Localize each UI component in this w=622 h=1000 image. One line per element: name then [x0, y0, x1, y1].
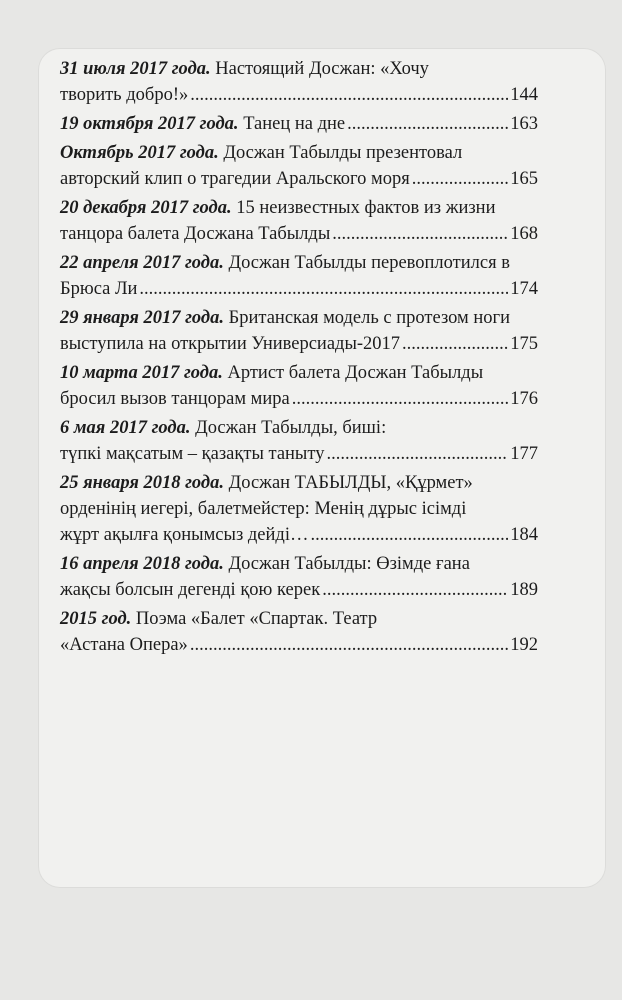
- toc-entry-title: 15 неизвестных фактов из жизни: [236, 198, 496, 218]
- toc-entry-title: түпкі мақсатым – қазақты таныту: [60, 444, 325, 464]
- toc-entry-line: [60, 305, 538, 331]
- toc-entry-title: Досжан ТАБЫЛДЫ, «Құрмет»: [228, 473, 473, 493]
- toc-entry-line: [60, 415, 538, 441]
- toc-entry-title: жұрт ақылға қонымсыз дейді…: [60, 525, 309, 545]
- table-of-contents: [60, 56, 538, 661]
- toc-entry-last-line: [60, 441, 538, 467]
- toc-entry-date: 29 января 2017 года.: [60, 308, 224, 328]
- dot-leader: [322, 577, 508, 603]
- toc-page-number: 163: [510, 114, 538, 134]
- dot-leader: [412, 166, 508, 192]
- toc-entry-text: [60, 363, 483, 383]
- dot-leader: [347, 111, 508, 137]
- toc-entry-title: творить добро!»: [60, 85, 189, 105]
- toc-entry: [60, 470, 538, 548]
- toc-entry-text: [60, 418, 386, 438]
- toc-entry-title: Досжан Табылды: Өзімде ғана: [228, 554, 470, 574]
- toc-entry-line: [60, 140, 538, 166]
- toc-page-number: 175: [510, 334, 538, 354]
- toc-entry-text: [60, 577, 320, 603]
- toc-entry: [60, 551, 538, 603]
- toc-entry-last-line: [60, 577, 538, 603]
- toc-page-number: 176: [510, 389, 538, 409]
- toc-entry-title: Досжан Табылды, биші:: [195, 418, 387, 438]
- toc-entry-title: Поэма «Балет «Спартак. Театр: [135, 609, 378, 629]
- toc-entry-title: танцора балета Досжана Табылды: [60, 224, 331, 244]
- toc-entry-date: 2015 год.: [60, 609, 132, 629]
- toc-entry-text: [60, 143, 462, 163]
- toc-entry-text: [60, 198, 495, 218]
- toc-entry-text: [60, 111, 345, 137]
- toc-entry-title: жақсы болсын дегенді қою керек: [60, 580, 321, 600]
- toc-entry-title: Досжан Табылды перевоплотился в: [228, 253, 510, 273]
- toc-entry-line: [60, 195, 538, 221]
- toc-entry-date: Октябрь 2017 года.: [60, 143, 219, 163]
- toc-entry: [60, 195, 538, 247]
- toc-entry-text: [60, 499, 466, 519]
- toc-page-number: 192: [510, 635, 538, 655]
- toc-entry-text: [60, 82, 188, 108]
- toc-entry-text: [60, 331, 400, 357]
- toc-entry-text: [60, 308, 510, 328]
- toc-entry-text: [60, 522, 308, 548]
- toc-entry-last-line: [60, 632, 538, 658]
- toc-entry-title: Танец на дне: [243, 114, 346, 134]
- toc-entry: [60, 250, 538, 302]
- toc-page-number: 189: [510, 580, 538, 600]
- dot-leader: [332, 221, 508, 247]
- toc-entry-last-line: [60, 331, 538, 357]
- toc-entry: [60, 360, 538, 412]
- toc-entry-title: Артист балета Досжан Табылды: [227, 363, 484, 383]
- toc-entry-last-line: [60, 221, 538, 247]
- toc-entry-line: [60, 56, 538, 82]
- toc-entry-text: [60, 632, 188, 658]
- toc-entry-date: 16 апреля 2018 года.: [60, 554, 224, 574]
- toc-entry-line: [60, 496, 538, 522]
- toc-page-number: 168: [510, 224, 538, 244]
- toc-entry-text: [60, 253, 510, 273]
- toc-entry-title: орденінің иегері, балетмейстер: Менің дұрыс ісімді: [60, 499, 467, 519]
- toc-entry-text: [60, 221, 330, 247]
- dot-leader: [326, 441, 508, 467]
- toc-entry-line: [60, 250, 538, 276]
- toc-entry-text: [60, 276, 137, 302]
- toc-entry-text: [60, 609, 377, 629]
- toc-entry-text: [60, 166, 410, 192]
- toc-entry-text: [60, 554, 470, 574]
- dot-leader: [139, 276, 508, 302]
- dot-leader: [292, 386, 508, 412]
- toc-page-number: 144: [510, 85, 538, 105]
- toc-entry-last-line: [60, 522, 538, 548]
- toc-entry-date: 6 мая 2017 года.: [60, 418, 191, 438]
- toc-entry: [60, 415, 538, 467]
- toc-entry-last-line: [60, 111, 538, 137]
- toc-entry-last-line: [60, 276, 538, 302]
- toc-entry-date: 20 декабря 2017 года.: [60, 198, 232, 218]
- toc-entry-title: Настоящий Досжан: «Хочу: [215, 59, 429, 79]
- toc-page-number: 174: [510, 279, 538, 299]
- toc-entry-date: 19 октября 2017 года.: [60, 114, 239, 134]
- toc-entry-line: [60, 606, 538, 632]
- toc-entry-date: 25 января 2018 года.: [60, 473, 224, 493]
- toc-entry-title: бросил вызов танцорам мира: [60, 389, 290, 409]
- toc-entry-title: «Астана Опера»: [60, 635, 188, 655]
- toc-entry: [60, 56, 538, 108]
- toc-entry-title: Брюса Ли: [60, 279, 138, 299]
- toc-entry-text: [60, 386, 290, 412]
- toc-entry-title: Досжан Табылды презентовал: [223, 143, 463, 163]
- toc-page-number: 184: [510, 525, 538, 545]
- toc-entry-date: 10 марта 2017 года.: [60, 363, 223, 383]
- toc-entry: [60, 140, 538, 192]
- toc-entry-line: [60, 470, 538, 496]
- toc-entry-line: [60, 360, 538, 386]
- toc-entry-title: выступила на открытии Универсиады-2017: [60, 334, 401, 354]
- toc-page-number: 177: [510, 444, 538, 464]
- toc-entry-last-line: [60, 166, 538, 192]
- toc-entry-last-line: [60, 386, 538, 412]
- dot-leader: [190, 632, 508, 658]
- toc-entry-date: 31 июля 2017 года.: [60, 59, 211, 79]
- toc-entry: [60, 111, 538, 137]
- toc-entry-text: [60, 473, 473, 493]
- toc-entry-text: [60, 59, 429, 79]
- dot-leader: [310, 522, 508, 548]
- toc-entry: [60, 606, 538, 658]
- dot-leader: [402, 331, 508, 357]
- toc-entry-title: Британская модель с протезом ноги: [228, 308, 511, 328]
- toc-entry-text: [60, 441, 324, 467]
- toc-entry-date: 22 апреля 2017 года.: [60, 253, 224, 273]
- toc-entry-line: [60, 551, 538, 577]
- toc-entry: [60, 305, 538, 357]
- toc-entry-last-line: [60, 82, 538, 108]
- toc-entry-title: авторский клип о трагедии Аральского моря: [60, 169, 410, 189]
- toc-page-number: 165: [510, 169, 538, 189]
- dot-leader: [190, 82, 508, 108]
